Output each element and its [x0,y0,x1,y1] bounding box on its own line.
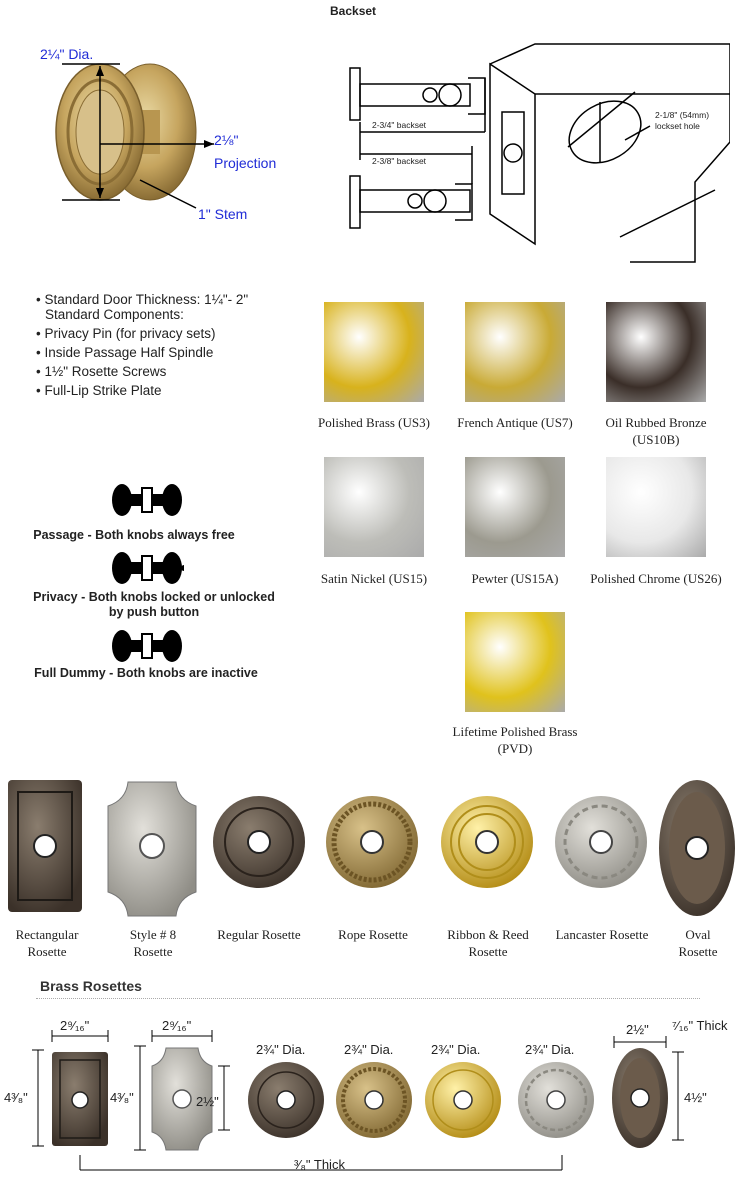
rosette-row [0,770,740,920]
rosette-name: Ribbon & Reed [447,927,529,942]
backset-label-b: 2-3/8" backset [372,156,427,166]
rosette-suffix: Rosette [678,944,718,959]
finish-swatch-lifetime-polished-brass [465,612,565,712]
brass-rosettes-heading: Brass Rosettes [40,978,142,994]
rect-width-dim: 2⁹⁄₁₆" [60,1018,90,1033]
dummy-function-label: Full Dummy - Both knobs are inactive [34,666,258,680]
projection-label: Projection [214,155,277,171]
finish-code: (US10B) [632,432,680,447]
rosette-name: Rope Rosette [338,927,408,942]
section-divider [36,998,700,999]
spec-item: • Full-Lip Strike Plate [36,381,306,400]
style8-height-dim: 4³⁄₈" [110,1090,134,1105]
rosette-label-style-8 [98,926,208,960]
finish-name: Polished Brass (US3) [318,415,430,430]
rosette-name: Lancaster Rosette [555,927,649,942]
knob-illustration [0,30,300,260]
rosette-label-regular [204,926,314,943]
privacy-knob-icon [110,548,184,588]
rosette-label-rectangular [0,926,102,960]
regular-rosette-image [213,796,305,888]
rosette-name: Rectangular [15,927,79,942]
rope-rosette-image [326,796,418,888]
oval-width-dim: 2½" [626,1022,649,1037]
rope-diameter-dim: 2¾" Dia. [344,1042,394,1057]
rosette-suffix: Rosette [468,944,508,959]
finish-label-pewter [445,570,585,587]
finish-label-satin-nickel [304,570,444,587]
oval-height-dim: 4½" [684,1090,707,1105]
finish-name: Pewter (US15A) [471,571,559,586]
oval-rosette-image [659,780,735,916]
spec-item: • Privacy Pin (for privacy sets) [36,324,306,343]
finish-swatch-french-antique [465,302,565,402]
passage-function-label: Passage - Both knobs always free [33,528,235,542]
finish-label-oil-rubbed-bronze [586,414,726,448]
finish-label-lifetime-polished-brass [445,723,585,757]
finish-name: Satin Nickel (US15) [320,571,428,586]
latch-and-door-drawing [330,22,730,267]
finish-name: French Antique (US7) [457,415,573,430]
ribbon-reed-diameter-dim: 2¾" Dia. [431,1042,481,1057]
lancaster-rosette-image [555,796,647,888]
finish-label-polished-chrome [586,570,726,587]
oval-thickness-dim: ⁷⁄₁₆" Thick [672,1018,728,1033]
ribbon-reed-rosette-image [441,796,533,888]
finish-name: Oil Rubbed Bronze [605,415,707,430]
specs-list [36,290,306,400]
stem-label: 1" Stem [198,206,248,222]
spec-item: • Standard Door Thickness: 1¼"- 2" [36,290,306,309]
lockset-hole-label [655,110,709,132]
finish-code: (PVD) [497,741,533,756]
rosette-thickness-dim: ³⁄₈" Thick [294,1157,345,1172]
rectangular-rosette-image [8,780,82,912]
lancaster-diameter-dim: 2¾" Dia. [525,1042,575,1057]
spec-item: • Inside Passage Half Spindle [36,343,306,362]
finish-name: Polished Chrome (US26) [590,571,722,586]
rosette-label-rope [318,926,428,943]
rosette-label-ribbon-reed [433,926,543,960]
rosette-name: Style # 8 [129,927,177,942]
finish-swatch-oil-rubbed-bronze [606,302,706,402]
privacy-function-line1: Privacy - Both knobs locked or unlocked [33,590,275,604]
rosette-name: Regular Rosette [217,927,301,942]
spec-item: Standard Components: [45,307,184,322]
backset-diagram [330,22,730,267]
finish-swatch-polished-chrome [606,457,706,557]
style8-width-dim: 2⁹⁄₁₆" [162,1018,192,1033]
style8-inner-dim: 2½" [196,1094,219,1109]
passage-knob-icon [110,480,184,520]
finish-label-polished-brass [304,414,444,431]
backset-title: Backset [330,4,377,18]
rosette-suffix: Rosette [27,944,67,959]
rect-height-dim: 4³⁄₈" [4,1090,28,1105]
spec-item: • 1½" Rosette Screws [36,362,306,381]
rosette-label-lancaster [547,926,657,943]
lockset-hole-size: 2-1/8" (54mm) [655,110,710,120]
finish-swatch-pewter [465,457,565,557]
privacy-function-line2: by push button [108,605,200,619]
regular-diameter-dim: 2¾" Dia. [256,1042,306,1057]
finish-swatch-polished-brass [324,302,424,402]
knob-dimension-diagram [0,30,300,260]
finish-label-french-antique [445,414,585,431]
style-8-rosette-image [108,782,196,916]
projection-value: 2⅛" [214,132,239,148]
knob-diameter-label: 2¼" Dia. [40,46,94,62]
privacy-function-label [4,590,304,620]
finish-name: Lifetime Polished Brass [452,724,578,739]
dummy-knob-icon [110,626,184,666]
rosette-label-oval [643,926,740,960]
rosette-name: Oval [685,927,711,942]
rosette-suffix: Rosette [133,944,173,959]
lockset-hole-text: lockset hole [655,121,700,131]
backset-label-a: 2-3/4" backset [372,120,427,130]
finish-swatch-satin-nickel [324,457,424,557]
